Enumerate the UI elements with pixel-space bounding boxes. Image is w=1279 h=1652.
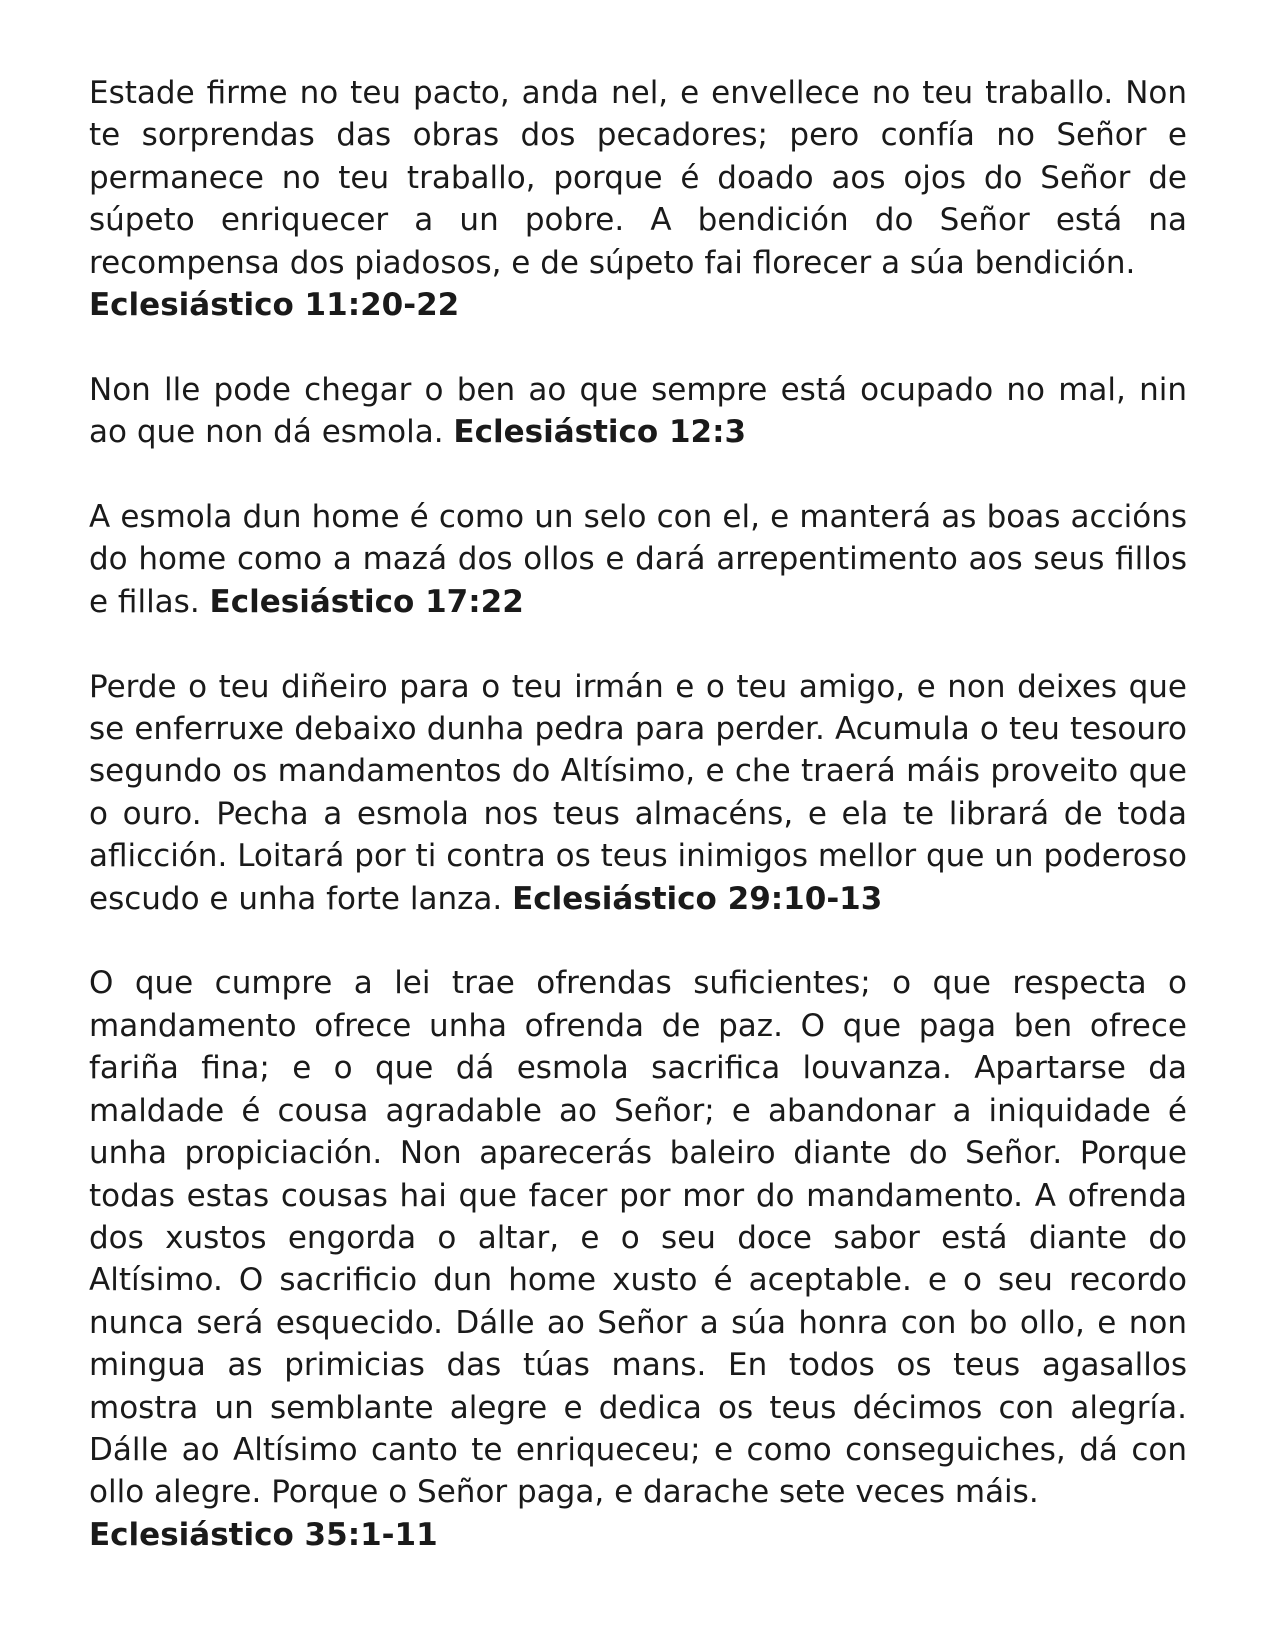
passage-reference: Eclesiástico 17:22 (209, 583, 524, 620)
passage-reference: Eclesiástico 35:1-11 (89, 1516, 438, 1553)
passage-paragraph (89, 72, 1187, 326)
passage-text: Non lle pode chegar o ben ao que sempre está ocupado no mal, nin ao que non dá esmola. (89, 371, 1187, 451)
passage-paragraph (89, 962, 1187, 1556)
passage-reference: Eclesiástico 11:20-22 (89, 287, 460, 324)
passage-text: A esmola dun home é como un selo con el, e manterá as boas accións do home como a mazá dos ollos e dará arrepentimento aos seus fillos e fillas. (89, 499, 1187, 620)
passage-paragraph (89, 496, 1187, 623)
passage-text: Perde o teu diñeiro para o teu irmán e o teu amigo, e non deixes que se enferruxe debaixo dunha pedra para perder. Acumula o teu tesouro segundo os mandamentos do Altísimo, e che traerá máis proveito que o ouro. Pecha a esmola nos teus almacéns, e ela te librará de toda aflicción. Loitará por ti contra os teus inimigos mellor que un poderoso escudo e unha forte lanza. (89, 668, 1187, 917)
passage-reference: Eclesiástico 12:3 (453, 414, 747, 451)
passage-paragraph (89, 666, 1187, 920)
passage-text: O que cumpre a lei trae ofrendas suficientes; o que respecta o mandamento ofrece unha ofrenda de paz. O que paga ben ofrece fariña fina; e o que dá esmola sacrifica louvanza. Apartarse da maldade é cousa agradable ao Señor; e abandonar a iniquidade é unha propiciación. Non aparecerás baleiro diante do Señor. Porque todas estas cousas hai que facer por mor do mandamento. A ofrenda dos xustos engorda o altar, e o seu doce sabor está diante do Altísimo. O sacrificio dun home xusto é aceptable. e o seu recordo nunca será esquecido. Dálle ao Señor a súa honra con bo ollo, e non mingua as primicias das túas mans. En todos os teus agasallos mostra un semblante alegre e dedica os teus décimos con alegría. Dálle ao Altísimo canto te enriqueceu; e como conseguiches, dá con ollo alegre. Porque o Señor paga, e darache sete veces máis. (89, 965, 1187, 1511)
passage-text: Estade firme no teu pacto, anda nel, e envellece no teu traballo. Non te sorprendas das obras dos pecadores; pero confía no Señor e permanece no teu traballo, porque é doado aos ojos do Señor de súpeto enriquecer a un pobre. A bendición do Señor está na recompensa dos piadosos, e de súpeto fai florecer a súa bendición. (89, 75, 1187, 281)
passage-paragraph (89, 369, 1187, 454)
passage-reference: Eclesiástico 29:10-13 (512, 880, 883, 917)
document-page (89, 72, 1187, 1599)
